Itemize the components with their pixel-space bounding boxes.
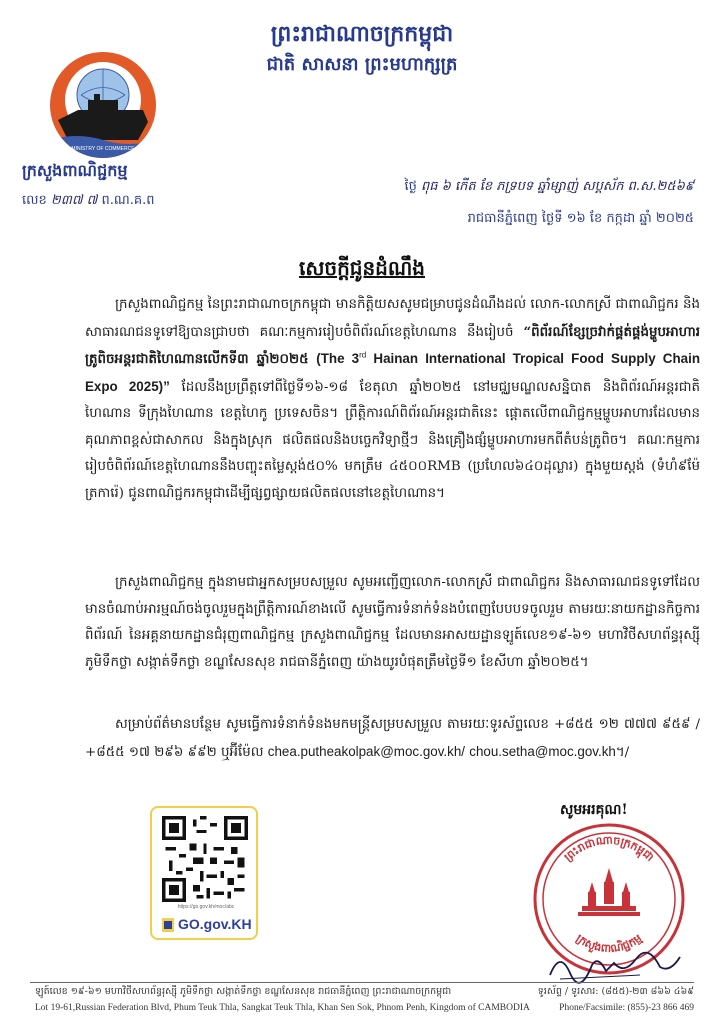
qr-card[interactable] <box>150 806 258 940</box>
svg-text:ក្រសួងពាណិជ្ជកម្ម: ក្រសួងពាណិជ្ជកម្ម <box>573 931 645 956</box>
reference-number <box>22 192 155 211</box>
svg-text:ព្រះរាជាណាចក្រកម្ពុជា: ព្រះរាជាណាចក្រកម្ពុជា <box>561 833 657 864</box>
ministry-name: ក្រសួងពាណិជ្ជកម្ម <box>22 161 128 180</box>
p3-phones: +៨៥៥ ១២ ៧៧៧ ៩៥៩ / +៨៥៥ ១៧ ២៩៦ ៩៩២ <box>85 717 700 760</box>
p1-event-name: “ពិព័រណ៍ខ្សែច្រវាក់ផ្គត់ផ្គង់ម្ហូបអាហារត្រូពិចអន្តរជាតិហៃណានលើកទី៣ ឆ្នាំ២០២៥ <box>85 323 700 367</box>
p3-email-label: ឬអ៊ីម៉ែល <box>221 744 264 760</box>
qr-code[interactable] <box>162 816 248 902</box>
lunar-date <box>405 178 694 197</box>
kingdom-title: ព្រះរាជាណាចក្រកម្ពុជា <box>270 21 454 47</box>
qr-url: https://go.gov.kh/moc/abc <box>177 904 235 910</box>
lunar-date-label: ថ្ងៃ <box>404 179 417 194</box>
footer-phone-km: ទូរស័ព្ទ / ទូរសារ: (៨៥៥)-២៣ ៨៦៦ ៤៦៩ <box>537 986 694 997</box>
svg-text:MINISTRY OF COMMERCE: MINISTRY OF COMMERCE <box>71 146 135 152</box>
lunar-date-value: ពុធ ៦ កើត ខែ ភទ្របទ ឆ្នាំម្សាញ់ សប្តស័ក ព.ស.២៥៦៩ <box>421 179 694 194</box>
p1-event-en-sup: rd <box>359 350 367 360</box>
paragraph-3 <box>85 712 700 766</box>
signature <box>540 945 690 985</box>
ministry-logo <box>48 50 158 160</box>
national-motto: ជាតិ សាសនា ព្រះមហាក្សត្រ <box>266 54 458 75</box>
document-title: សេចក្តីជូនដំណឹង <box>299 256 425 280</box>
email-link-2[interactable]: chou.setha@moc.gov.kh <box>469 743 616 759</box>
solar-date: រាជធានីភ្នំពេញ ថ្ងៃទី ១៦ ខែ កក្កដា ឆ្នាំ ២០២៥ <box>467 211 694 226</box>
ref-number: ២៣៧ ៧ <box>50 193 98 208</box>
footer-address-km: ឡូត៍លេខ ១៩-៦១ មហាវិថីសហព័ន្ធរុស្ស៊ី ភូមិទឹកថ្លា សង្កាត់ទឹកថ្លា ខណ្ឌសែនសុខ រាជធានីភ្នំពេញ ព្រះរាជាណាចក្រកម្ពុជា <box>35 986 452 997</box>
email-link-1[interactable]: chea.putheakolpak@moc.gov.kh/ <box>267 743 465 759</box>
footer-address-en: Lot 19-61,Russian Federation Blvd, Phum Teuk Thla, Sangkat Teuk Thla, Khan Sen Sok, Phnom Penh, Kingdom of CAMBODIA <box>35 1003 530 1013</box>
ref-label: លេខ <box>22 193 47 208</box>
footer-divider <box>30 982 694 983</box>
p1-rest: ដែលនឹងប្រព្រឹត្តទៅពីថ្ងៃទី១៦-១៨ ខែតុលា ឆ្នាំ២០២៥ នៅមជ្ឈមណ្ឌលសន្និបាត និងពិព័រណ៍អន្តរជាតិហៃណាន ទីក្រុងហៃណាន ខេត្តហៃកូ ប្រទេសចិន។ ព្រឹត្តិការណ៍ពិព័រណ៍អន្តរជាតិនេះ ផ្តោតលើពាណិជ្ជកម្មម្ហូបអាហារដែលមានគុណភាពខ្ពស់ជាសាកល និងក្នុងស្រុក ផលិតផលនិងបច្ចេកវិទ្យាថ្មីៗ និងគ្រឿងផ្សំម្ហូបអាហារមកពីតំបន់ត្រូពិច។ គណៈកម្មការរៀបចំពិព័រណ៍ខេត្តហៃណាននឹងបញ្ចុះតម្លៃស្តង់៥០% មកត្រឹម ៤៥០០RMB (ប្រហែល៦៤០ដុល្លារ) ក្នុងមួយស្តង់ (ទំហំ៩ម៉ែត្រការ៉េ) ជូនពាណិជ្ជករកម្ពុជាដើម្បីផ្សព្វផ្សាយផលិតផលនៅខេត្តហៃណាន។ <box>85 379 701 501</box>
p1-event-en-b: Hainan International Tropical Food Supply Chain Expo 2025)” <box>85 351 701 394</box>
ref-suffix: ព.ណ.គ.ព <box>101 193 155 208</box>
go-gov-kh-brand: GO.gov.KH <box>178 916 252 932</box>
p1-intro: ក្រសួងពាណិជ្ជកម្ម នៃព្រះរាជាណាចក្រកម្ពុជា មានកិត្តិយសសូមជម្រាបជូនដំណឹងដល់ លោក-លោកស្រី ជាពាណិជ្ជករ និងសាធារណជនទូទៅឱ្យបានជ្រាបថា គណៈកម្មការរៀបចំពិព័រណ៍ខេត្តហៃណាន នឹងរៀបចំ <box>85 297 700 340</box>
p3-intro: សម្រាប់ព័ត៌មានបន្ថែម សូមធ្វើការទំនាក់ទំនងមកមន្ត្រីសម្របសម្រួល តាមរយៈទូរស័ព្ទលេខ <box>115 717 549 732</box>
thank-you-label: សូមអរគុណ! <box>560 802 628 818</box>
p1-event-en-a: (The 3 <box>316 351 360 366</box>
paragraph-2: ក្រសួងពាណិជ្ជកម្ម ក្នុងនាមជាអ្នកសម្របសម្រួល សូមអញ្ជើញលោក-លោកស្រី ជាពាណិជ្ជករ និងសាធារណជនទូទៅដែលមានចំណាប់អារម្មណ៍ចង់ចូលរួមក្នុងព្រឹត្តិការណ៍ខាងលើ សូមធ្វើការទំនាក់ទំនងបំពេញបែបបទចូលរួម តាមរយៈនាយកដ្ឋានកិច្ចការពិព័រណ៍ នៃអគ្គនាយកដ្ឋានជំរុញពាណិជ្ជកម្ម ក្រសួងពាណិជ្ជកម្ម ដែលមានអាសយដ្ឋានឡូត៍លេខ១៩-៦១ មហាវិថីសហព័ន្ធរុស្ស៊ី ភូមិទឹកថ្លា សង្កាត់ទឹកថ្លា ខណ្ឌសែនសុខ រាជធានីភ្នំពេញ យ៉ាងយូរបំផុតត្រឹមថ្ងៃទី១ ខែសីហា ឆ្នាំ២០២៥។ <box>85 575 700 670</box>
paragraph-1 <box>85 292 700 507</box>
footer-phone-en: Phone/Facsimile: (855)-23 866 469 <box>559 1003 694 1013</box>
p3-end: ។/ <box>615 744 630 760</box>
